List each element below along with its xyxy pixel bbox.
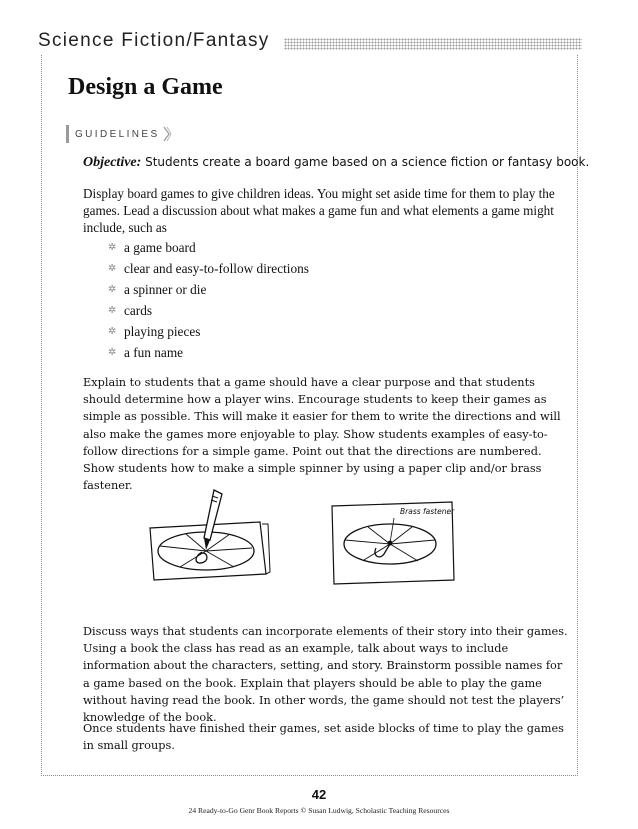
chevron-right-icon	[162, 125, 172, 143]
discuss-paragraph: Discuss ways that students can incorporate elements of their story into their games. Using a book the class has read as an example, talk about ways to include information about the characters, setting, and story. Brainstorm possible names for a game based on the book. Explain that players should be able to play the game without having read the book. In other words, the game should not test the players’ knowledge of the book.	[83, 625, 568, 725]
page-number: 42	[311, 787, 327, 802]
list-item-text: cards	[124, 302, 153, 318]
list-item	[108, 300, 309, 321]
sparkle-bullet-icon: ✲	[108, 326, 117, 337]
list-item	[108, 342, 309, 363]
section-title: Science Fiction/Fantasy	[38, 30, 270, 51]
list-item	[108, 279, 309, 300]
spinner-paragraph: Show students how to make a simple spinner by using a paper clip and/or brass fastener.	[83, 462, 542, 492]
sparkle-bullet-icon: ✲	[108, 284, 117, 295]
footer-credit: 24 Ready-to-Go Genr Book Reports © Susan Ludwig, Scholastic Teaching Resources	[188, 806, 450, 815]
list-item	[108, 321, 309, 342]
sparkle-bullet-icon: ✲	[108, 263, 117, 274]
header-dot-pattern	[284, 38, 582, 50]
intro-paragraph: Display board games to give children ideas. You might set aside time for them to play the games. Lead a discussion about what makes a game fun and what elements a game might include, such as	[83, 186, 555, 235]
sparkle-bullet-icon: ✲	[108, 347, 117, 358]
paperclip-spinner-illustration	[142, 488, 272, 583]
list-item-text: a spinner or die	[124, 281, 207, 297]
list-item-text: a fun name	[124, 344, 184, 360]
list-item-text: playing pieces	[124, 323, 201, 339]
objective	[83, 155, 590, 171]
sparkle-bullet-icon: ✲	[108, 305, 117, 316]
list-item-text: clear and easy-to-follow directions	[124, 260, 309, 276]
objective-label: Objective:	[83, 155, 142, 170]
guidelines-bar	[66, 125, 69, 143]
closing-paragraph: Once students have finished their games, set aside blocks of time to play the games in small groups.	[83, 722, 564, 752]
game-elements-list	[108, 237, 309, 363]
objective-text: Students create a board game based on a science fiction or fantasy book.	[141, 155, 590, 169]
purpose-paragraph: Explain to students that a game should have a clear purpose and that students should determine how a player wins. Encourage students to keep their games as simple as possible. This will make it easier for them to write the directions and will also make the games more enjoyable to play. Show students examples of easy-to-follow directions for a simple game. Point out that the directions are numbered.	[83, 376, 561, 458]
brass-fastener-label: Brass fastener	[400, 507, 455, 516]
sparkle-bullet-icon: ✲	[108, 242, 117, 253]
list-item	[108, 258, 309, 279]
list-item-text: a game board	[124, 239, 196, 255]
guidelines-banner	[66, 124, 172, 144]
list-item	[108, 237, 309, 258]
guidelines-label: GUIDELINES	[75, 128, 160, 140]
page-title: Design a Game	[68, 74, 223, 100]
brass-fastener-spinner-illustration	[328, 488, 458, 588]
